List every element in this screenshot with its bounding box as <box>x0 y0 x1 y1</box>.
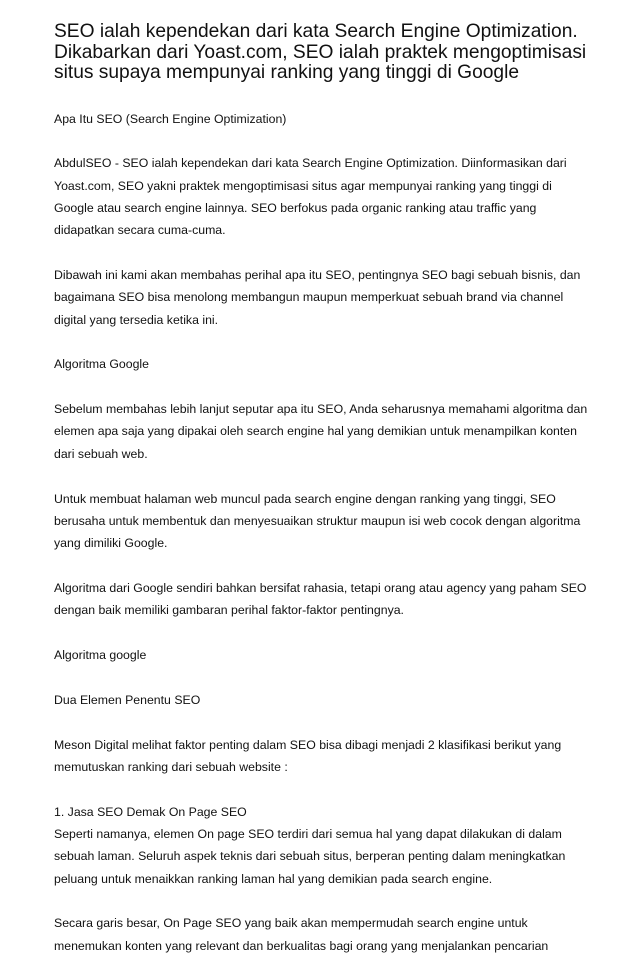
section-on-page-seo <box>54 801 594 890</box>
document-page <box>54 22 594 980</box>
paragraph-secara-garis-besar: Secara garis besar, On Page SEO yang baik akan mempermudah search engine untuk menemukan konten yang relevant dan berkualitas bagi orang yang menjalankan pencarian <box>54 916 549 953</box>
section-body: Seperti namanya, elemen On page SEO terdiri dari semua hal yang dapat dilakukan di dalam sebuah laman. Seluruh aspek teknis dari sebuah situs, berperan penting dalam meningkatkan peluang untuk menaikkan ranking laman hal yang demikian pada search engine. <box>54 827 566 886</box>
paragraph-algoritma-rahasia: Algoritma dari Google sendiri bahkan bersifat rahasia, tetapi orang atau agency yang paham SEO dengan baik memiliki gambaran perihal faktor-faktor pentingnya. <box>54 580 587 618</box>
paragraph-dua-elemen: Dua Elemen Penentu SEO <box>54 692 201 707</box>
paragraph-untuk-membuat: Untuk membuat halaman web muncul pada search engine dengan ranking yang tinggi, SEO berusaha untuk membentuk dan menyesuaikan struktur maupun isi web cocok dengan algoritma yang dimiliki Google. <box>54 491 581 551</box>
paragraph-apa-itu-seo: Apa Itu SEO (Search Engine Optimization) <box>54 111 287 126</box>
paragraph-algoritma-google-label: Algoritma google <box>54 648 147 663</box>
paragraph-abdulseo-intro: AbdulSEO - SEO ialah kependekan dari kata Search Engine Optimization. Diinformasikan dari Yoast.com, SEO yakni praktek mengoptimisasi situs agar mempunyai ranking yang tinggi di Google atau search engine lainnya. SEO berfokus pada organic ranking atau traffic yang didapatkan secara cuma-cuma. <box>54 156 567 238</box>
paragraph-dibawah-ini: Dibawah ini kami akan membahas perihal apa itu SEO, pentingnya SEO bagi sebuah bisnis, dan bagaimana SEO bisa menolong membangun maupun memperkuat sebuah brand via channel digital yang tersedia ketika ini. <box>54 267 581 327</box>
paragraph-meson-digital: Meson Digital melihat faktor penting dalam SEO bisa dibagi menjadi 2 klasifikasi berikut yang memutuskan ranking dari sebuah website : <box>54 737 562 774</box>
paragraph-sebelum-membahas: Sebelum membahas lebih lanjut seputar apa itu SEO, Anda seharusnya memahami algoritma dan elemen apa saja yang dipakai oleh search engine hal yang demikian untuk menampilkan konten dari sebuah web. <box>54 402 588 461</box>
paragraph-algoritma-google-heading: Algoritma Google <box>54 357 150 372</box>
section-heading: 1. Jasa SEO Demak On Page SEO <box>54 804 247 819</box>
document-title: SEO ialah kependekan dari kata Search Engine Optimization. Dikabarkan dari Yoast.com, SEO ialah praktek mengoptimisasi situs supaya mempunyai ranking yang tinggi di Google <box>54 21 587 83</box>
